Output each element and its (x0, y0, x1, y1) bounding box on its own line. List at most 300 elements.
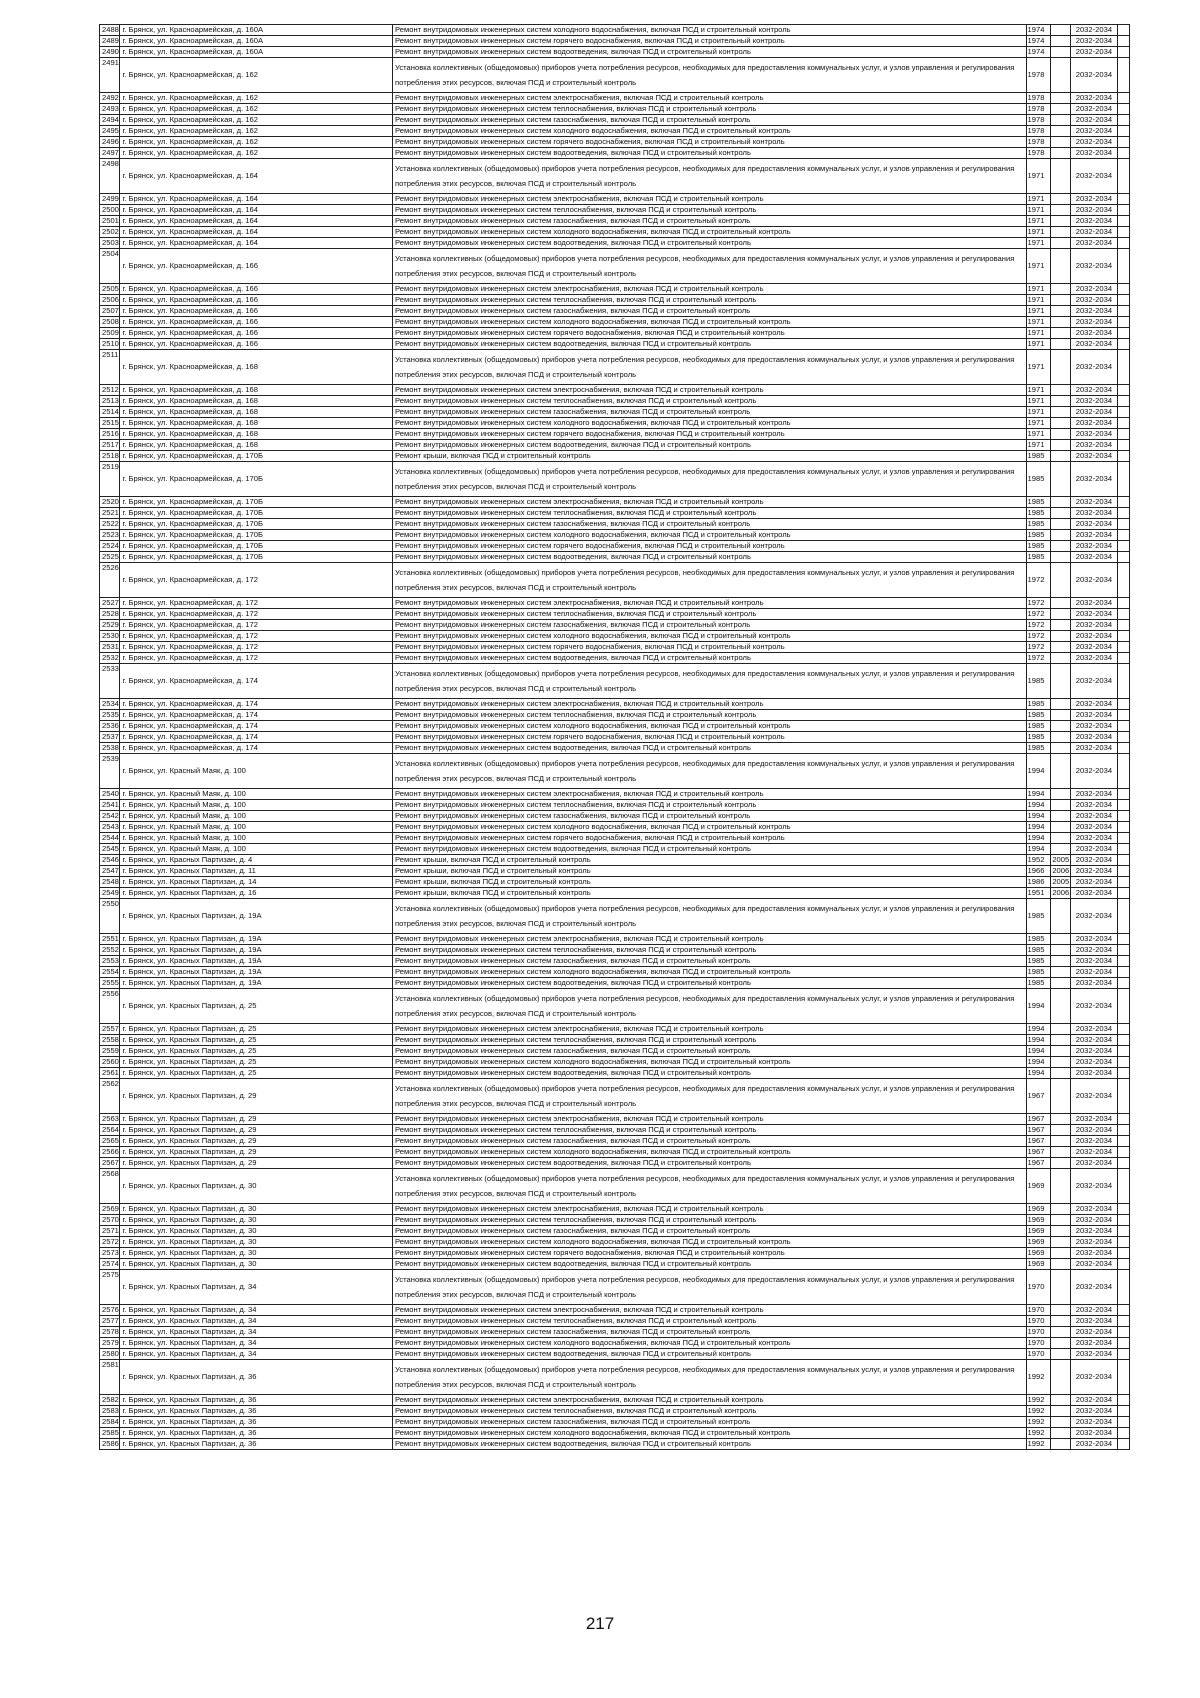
build-year-cell: 1985 (1026, 699, 1051, 710)
row-number-cell: 2581 (100, 1360, 120, 1395)
build-year-cell: 1985 (1026, 967, 1051, 978)
planned-period-cell: 2032-2034 (1070, 1360, 1117, 1395)
work-type-cell: Ремонт внутридомовых инженерных систем электроснабжения, включая ПСД и строительный контроль (393, 789, 1027, 800)
planned-period-cell: 2032-2034 (1070, 844, 1117, 855)
address-cell: г. Брянск, ул. Красноармейская, д. 172 (120, 563, 393, 598)
empty-cell (1118, 25, 1130, 36)
work-type-cell: Ремонт внутридомовых инженерных систем газоснабжения, включая ПСД и строительный контроль (393, 1046, 1027, 1057)
empty-cell (1118, 967, 1130, 978)
repair-year-cell (1051, 978, 1070, 989)
work-type-cell: Установка коллективных (общедомовых) приборов учета потребления ресурсов, необходимых для предоставления коммунальных услуг, и узлов управления и регулирования потребления этих ресурсов, включая ПСД и строительный контроль (393, 899, 1027, 934)
empty-cell (1118, 1305, 1130, 1316)
planned-period-cell: 2032-2034 (1070, 1417, 1117, 1428)
row-number-cell: 2510 (100, 339, 120, 350)
planned-period-cell: 2032-2034 (1070, 1349, 1117, 1360)
row-number-cell: 2492 (100, 93, 120, 104)
address-cell: г. Брянск, ул. Красных Партизан, д. 11 (120, 866, 393, 877)
work-type-cell: Ремонт внутридомовых инженерных систем газоснабжения, включая ПСД и строительный контроль (393, 956, 1027, 967)
row-number-cell: 2515 (100, 418, 120, 429)
planned-period-cell: 2032-2034 (1070, 833, 1117, 844)
planned-period-cell: 2032-2034 (1070, 47, 1117, 58)
work-type-cell: Ремонт внутридомовых инженерных систем водоотведения, включая ПСД и строительный контроль (393, 844, 1027, 855)
table-row (100, 350, 1130, 385)
row-number-cell: 2493 (100, 104, 120, 115)
table-row (100, 631, 1130, 642)
planned-period-cell: 2032-2034 (1070, 396, 1117, 407)
row-number-cell: 2531 (100, 642, 120, 653)
planned-period-cell: 2032-2034 (1070, 1259, 1117, 1270)
build-year-cell: 1969 (1026, 1169, 1051, 1204)
work-type-cell: Ремонт внутридомовых инженерных систем холодного водоснабжения, включая ПСД и строительный контроль (393, 721, 1027, 732)
empty-cell (1118, 1360, 1130, 1395)
repair-year-cell (1051, 934, 1070, 945)
address-cell: г. Брянск, ул. Красноармейская, д. 174 (120, 743, 393, 754)
work-type-cell: Ремонт внутридомовых инженерных систем газоснабжения, включая ПСД и строительный контроль (393, 216, 1027, 227)
address-cell: г. Брянск, ул. Красноармейская, д. 170Б (120, 497, 393, 508)
row-number-cell: 2573 (100, 1248, 120, 1259)
repair-year-cell (1051, 631, 1070, 642)
row-number-cell: 2522 (100, 519, 120, 530)
empty-cell (1118, 1057, 1130, 1068)
table-row (100, 115, 1130, 126)
planned-period-cell: 2032-2034 (1070, 530, 1117, 541)
work-type-cell: Ремонт внутридомовых инженерных систем газоснабжения, включая ПСД и строительный контроль (393, 407, 1027, 418)
build-year-cell: 1971 (1026, 328, 1051, 339)
row-number-cell: 2542 (100, 811, 120, 822)
empty-cell (1118, 1417, 1130, 1428)
empty-cell (1118, 1349, 1130, 1360)
empty-cell (1118, 497, 1130, 508)
address-cell: г. Брянск, ул. Красноармейская, д. 166 (120, 317, 393, 328)
build-year-cell: 1978 (1026, 104, 1051, 115)
table-row (100, 653, 1130, 664)
address-cell: г. Брянск, ул. Красноармейская, д. 170Б (120, 462, 393, 497)
row-number-cell: 2559 (100, 1046, 120, 1057)
planned-period-cell: 2032-2034 (1070, 519, 1117, 530)
address-cell: г. Брянск, ул. Красных Партизан, д. 25 (120, 1035, 393, 1046)
empty-cell (1118, 1125, 1130, 1136)
work-type-cell: Ремонт внутридомовых инженерных систем водоотведения, включая ПСД и строительный контроль (393, 1068, 1027, 1079)
row-number-cell: 2511 (100, 350, 120, 385)
build-year-cell: 1972 (1026, 620, 1051, 631)
build-year-cell: 1985 (1026, 451, 1051, 462)
empty-cell (1118, 47, 1130, 58)
address-cell: г. Брянск, ул. Красных Партизан, д. 29 (120, 1136, 393, 1147)
planned-period-cell: 2032-2034 (1070, 58, 1117, 93)
table-row (100, 1259, 1130, 1270)
empty-cell (1118, 519, 1130, 530)
table-row (100, 104, 1130, 115)
table-row (100, 159, 1130, 194)
address-cell: г. Брянск, ул. Красных Партизан, д. 30 (120, 1226, 393, 1237)
build-year-cell: 1971 (1026, 216, 1051, 227)
repair-year-cell (1051, 462, 1070, 497)
table-row (100, 866, 1130, 877)
repair-year-cell (1051, 1305, 1070, 1316)
work-type-cell: Ремонт внутридомовых инженерных систем газоснабжения, включая ПСД и строительный контроль (393, 1136, 1027, 1147)
row-number-cell: 2569 (100, 1204, 120, 1215)
empty-cell (1118, 1248, 1130, 1259)
address-cell: г. Брянск, ул. Красных Партизан, д. 19А (120, 978, 393, 989)
build-year-cell: 1970 (1026, 1305, 1051, 1316)
planned-period-cell: 2032-2034 (1070, 1316, 1117, 1327)
empty-cell (1118, 249, 1130, 284)
planned-period-cell: 2032-2034 (1070, 227, 1117, 238)
table-row (100, 609, 1130, 620)
planned-period-cell: 2032-2034 (1070, 385, 1117, 396)
table-row (100, 58, 1130, 93)
address-cell: г. Брянск, ул. Красноармейская, д. 160А (120, 47, 393, 58)
row-number-cell: 2576 (100, 1305, 120, 1316)
table-row (100, 407, 1130, 418)
empty-cell (1118, 1259, 1130, 1270)
work-type-cell: Ремонт внутридомовых инженерных систем теплоснабжения, включая ПСД и строительный контроль (393, 396, 1027, 407)
empty-cell (1118, 899, 1130, 934)
work-type-cell: Ремонт внутридомовых инженерных систем водоотведения, включая ПСД и строительный контроль (393, 653, 1027, 664)
address-cell: г. Брянск, ул. Красноармейская, д. 162 (120, 148, 393, 159)
table-row (100, 1158, 1130, 1169)
build-year-cell: 1994 (1026, 754, 1051, 789)
table-row (100, 205, 1130, 216)
row-number-cell: 2516 (100, 429, 120, 440)
empty-cell (1118, 934, 1130, 945)
build-year-cell: 1971 (1026, 238, 1051, 249)
repair-year-cell (1051, 1125, 1070, 1136)
empty-cell (1118, 598, 1130, 609)
empty-cell (1118, 945, 1130, 956)
build-year-cell: 1972 (1026, 653, 1051, 664)
planned-period-cell: 2032-2034 (1070, 956, 1117, 967)
address-cell: г. Брянск, ул. Красный Маяк, д. 100 (120, 822, 393, 833)
empty-cell (1118, 1226, 1130, 1237)
table-row (100, 137, 1130, 148)
repair-year-cell (1051, 1417, 1070, 1428)
address-cell: г. Брянск, ул. Красных Партизан, д. 16 (120, 888, 393, 899)
build-year-cell: 1971 (1026, 227, 1051, 238)
address-cell: г. Брянск, ул. Красных Партизан, д. 30 (120, 1204, 393, 1215)
address-cell: г. Брянск, ул. Красноармейская, д. 170Б (120, 519, 393, 530)
row-number-cell: 2554 (100, 967, 120, 978)
empty-cell (1118, 227, 1130, 238)
row-number-cell: 2539 (100, 754, 120, 789)
empty-cell (1118, 1147, 1130, 1158)
table-row (100, 967, 1130, 978)
address-cell: г. Брянск, ул. Красноармейская, д. 172 (120, 598, 393, 609)
table-row (100, 1079, 1130, 1114)
address-cell: г. Брянск, ул. Красных Партизан, д. 19А (120, 899, 393, 934)
empty-cell (1118, 396, 1130, 407)
row-number-cell: 2561 (100, 1068, 120, 1079)
row-number-cell: 2513 (100, 396, 120, 407)
table-row (100, 396, 1130, 407)
row-number-cell: 2512 (100, 385, 120, 396)
address-cell: г. Брянск, ул. Красных Партизан, д. 14 (120, 877, 393, 888)
planned-period-cell: 2032-2034 (1070, 1237, 1117, 1248)
build-year-cell: 1971 (1026, 249, 1051, 284)
address-cell: г. Брянск, ул. Красноармейская, д. 174 (120, 710, 393, 721)
table-row (100, 1136, 1130, 1147)
build-year-cell: 1985 (1026, 519, 1051, 530)
work-type-cell: Ремонт внутридомовых инженерных систем электроснабжения, включая ПСД и строительный контроль (393, 194, 1027, 205)
repair-year-cell (1051, 844, 1070, 855)
repair-year-cell (1051, 1204, 1070, 1215)
row-number-cell: 2529 (100, 620, 120, 631)
address-cell: г. Брянск, ул. Красных Партизан, д. 19А (120, 934, 393, 945)
empty-cell (1118, 148, 1130, 159)
build-year-cell: 1978 (1026, 115, 1051, 126)
address-cell: г. Брянск, ул. Красный Маяк, д. 100 (120, 811, 393, 822)
row-number-cell: 2564 (100, 1125, 120, 1136)
table-row (100, 418, 1130, 429)
work-type-cell: Ремонт внутридомовых инженерных систем водоотведения, включая ПСД и строительный контроль (393, 1158, 1027, 1169)
repair-year-cell (1051, 306, 1070, 317)
planned-period-cell: 2032-2034 (1070, 339, 1117, 350)
repair-year-cell (1051, 1349, 1070, 1360)
repair-year-cell (1051, 58, 1070, 93)
build-year-cell: 1985 (1026, 899, 1051, 934)
repair-year-cell (1051, 451, 1070, 462)
empty-cell (1118, 743, 1130, 754)
table-row (100, 1360, 1130, 1395)
work-type-cell: Установка коллективных (общедомовых) приборов учета потребления ресурсов, необходимых для предоставления коммунальных услуг, и узлов управления и регулирования потребления этих ресурсов, включая ПСД и строительный контроль (393, 989, 1027, 1024)
row-number-cell: 2536 (100, 721, 120, 732)
work-type-cell: Ремонт внутридомовых инженерных систем электроснабжения, включая ПСД и строительный контроль (393, 284, 1027, 295)
address-cell: г. Брянск, ул. Красных Партизан, д. 30 (120, 1169, 393, 1204)
capital-repair-table (99, 24, 1130, 1450)
repair-year-cell (1051, 1428, 1070, 1439)
work-type-cell: Ремонт крыши, включая ПСД и строительный контроль (393, 451, 1027, 462)
empty-cell (1118, 800, 1130, 811)
row-number-cell: 2568 (100, 1169, 120, 1204)
planned-period-cell: 2032-2034 (1070, 148, 1117, 159)
repair-year-cell (1051, 620, 1070, 631)
work-type-cell: Ремонт внутридомовых инженерных систем теплоснабжения, включая ПСД и строительный контроль (393, 205, 1027, 216)
build-year-cell: 1994 (1026, 1057, 1051, 1068)
repair-year-cell (1051, 216, 1070, 227)
address-cell: г. Брянск, ул. Красных Партизан, д. 30 (120, 1215, 393, 1226)
table-row (100, 462, 1130, 497)
build-year-cell: 1985 (1026, 956, 1051, 967)
table-row (100, 877, 1130, 888)
planned-period-cell: 2032-2034 (1070, 104, 1117, 115)
address-cell: г. Брянск, ул. Красных Партизан, д. 29 (120, 1114, 393, 1125)
planned-period-cell: 2032-2034 (1070, 115, 1117, 126)
empty-cell (1118, 1338, 1130, 1349)
row-number-cell: 2508 (100, 317, 120, 328)
repair-year-cell (1051, 1079, 1070, 1114)
row-number-cell: 2533 (100, 664, 120, 699)
empty-cell (1118, 721, 1130, 732)
repair-year-cell (1051, 508, 1070, 519)
table-row (100, 328, 1130, 339)
empty-cell (1118, 642, 1130, 653)
table-row (100, 1417, 1130, 1428)
work-type-cell: Ремонт внутридомовых инженерных систем теплоснабжения, включая ПСД и строительный контроль (393, 800, 1027, 811)
work-type-cell: Ремонт внутридомовых инженерных систем холодного водоснабжения, включая ПСД и строительный контроль (393, 1237, 1027, 1248)
table-row (100, 1035, 1130, 1046)
build-year-cell: 1967 (1026, 1147, 1051, 1158)
row-number-cell: 2496 (100, 137, 120, 148)
work-type-cell: Установка коллективных (общедомовых) приборов учета потребления ресурсов, необходимых для предоставления коммунальных услуг, и узлов управления и регулирования потребления этих ресурсов, включая ПСД и строительный контроль (393, 1079, 1027, 1114)
row-number-cell: 2553 (100, 956, 120, 967)
empty-cell (1118, 385, 1130, 396)
row-number-cell: 2525 (100, 552, 120, 563)
table-row (100, 1305, 1130, 1316)
planned-period-cell: 2032-2034 (1070, 620, 1117, 631)
empty-cell (1118, 1270, 1130, 1305)
address-cell: г. Брянск, ул. Красных Партизан, д. 19А (120, 967, 393, 978)
build-year-cell: 1971 (1026, 429, 1051, 440)
planned-period-cell: 2032-2034 (1070, 1439, 1117, 1450)
work-type-cell: Ремонт внутридомовых инженерных систем горячего водоснабжения, включая ПСД и строительный контроль (393, 642, 1027, 653)
planned-period-cell: 2032-2034 (1070, 429, 1117, 440)
planned-period-cell: 2032-2034 (1070, 541, 1117, 552)
repair-year-cell (1051, 800, 1070, 811)
work-type-cell: Ремонт внутридомовых инженерных систем холодного водоснабжения, включая ПСД и строительный контроль (393, 25, 1027, 36)
empty-cell (1118, 1024, 1130, 1035)
empty-cell (1118, 216, 1130, 227)
table-row (100, 1406, 1130, 1417)
address-cell: г. Брянск, ул. Красноармейская, д. 162 (120, 58, 393, 93)
repair-year-cell (1051, 1147, 1070, 1158)
build-year-cell: 1969 (1026, 1226, 1051, 1237)
planned-period-cell: 2032-2034 (1070, 822, 1117, 833)
address-cell: г. Брянск, ул. Красных Партизан, д. 34 (120, 1316, 393, 1327)
work-type-cell: Ремонт внутридомовых инженерных систем электроснабжения, включая ПСД и строительный контроль (393, 385, 1027, 396)
empty-cell (1118, 1237, 1130, 1248)
address-cell: г. Брянск, ул. Красных Партизан, д. 25 (120, 1068, 393, 1079)
planned-period-cell: 2032-2034 (1070, 1428, 1117, 1439)
build-year-cell: 1967 (1026, 1158, 1051, 1169)
build-year-cell: 1974 (1026, 36, 1051, 47)
build-year-cell: 1985 (1026, 721, 1051, 732)
table-row (100, 227, 1130, 238)
work-type-cell: Установка коллективных (общедомовых) приборов учета потребления ресурсов, необходимых для предоставления коммунальных услуг, и узлов управления и регулирования потребления этих ресурсов, включая ПСД и строительный контроль (393, 664, 1027, 699)
planned-period-cell: 2032-2034 (1070, 866, 1117, 877)
repair-year-cell (1051, 754, 1070, 789)
table-row (100, 148, 1130, 159)
row-number-cell: 2506 (100, 295, 120, 306)
address-cell: г. Брянск, ул. Красноармейская, д. 166 (120, 295, 393, 306)
repair-year-cell (1051, 989, 1070, 1024)
address-cell: г. Брянск, ул. Красных Партизан, д. 29 (120, 1079, 393, 1114)
empty-cell (1118, 1316, 1130, 1327)
address-cell: г. Брянск, ул. Красных Партизан, д. 34 (120, 1327, 393, 1338)
address-cell: г. Брянск, ул. Красноармейская, д. 162 (120, 93, 393, 104)
build-year-cell: 1971 (1026, 306, 1051, 317)
table-row (100, 339, 1130, 350)
planned-period-cell: 2032-2034 (1070, 877, 1117, 888)
table-row (100, 1270, 1130, 1305)
build-year-cell: 1985 (1026, 732, 1051, 743)
planned-period-cell: 2032-2034 (1070, 1079, 1117, 1114)
empty-cell (1118, 440, 1130, 451)
row-number-cell: 2550 (100, 899, 120, 934)
address-cell: г. Брянск, ул. Красноармейская, д. 172 (120, 609, 393, 620)
planned-period-cell: 2032-2034 (1070, 1169, 1117, 1204)
address-cell: г. Брянск, ул. Красноармейская, д. 170Б (120, 541, 393, 552)
build-year-cell: 1970 (1026, 1316, 1051, 1327)
repair-year-cell (1051, 284, 1070, 295)
address-cell: г. Брянск, ул. Красноармейская, д. 172 (120, 620, 393, 631)
empty-cell (1118, 1114, 1130, 1125)
work-type-cell: Ремонт внутридомовых инженерных систем холодного водоснабжения, включая ПСД и строительный контроль (393, 227, 1027, 238)
empty-cell (1118, 989, 1130, 1024)
planned-period-cell: 2032-2034 (1070, 642, 1117, 653)
empty-cell (1118, 811, 1130, 822)
repair-year-cell (1051, 699, 1070, 710)
empty-cell (1118, 36, 1130, 47)
build-year-cell: 1967 (1026, 1125, 1051, 1136)
repair-year-cell (1051, 1439, 1070, 1450)
work-type-cell: Ремонт внутридомовых инженерных систем холодного водоснабжения, включая ПСД и строительный контроль (393, 530, 1027, 541)
empty-cell (1118, 1136, 1130, 1147)
work-type-cell: Ремонт внутридомовых инженерных систем холодного водоснабжения, включая ПСД и строительный контроль (393, 631, 1027, 642)
repair-year-cell (1051, 148, 1070, 159)
address-cell: г. Брянск, ул. Красноармейская, д. 172 (120, 642, 393, 653)
planned-period-cell: 2032-2034 (1070, 789, 1117, 800)
empty-cell (1118, 1204, 1130, 1215)
row-number-cell: 2502 (100, 227, 120, 238)
table-row (100, 789, 1130, 800)
table-row (100, 732, 1130, 743)
table-row (100, 721, 1130, 732)
row-number-cell: 2551 (100, 934, 120, 945)
build-year-cell: 1969 (1026, 1215, 1051, 1226)
work-type-cell: Ремонт внутридомовых инженерных систем водоотведения, включая ПСД и строительный контроль (393, 1349, 1027, 1360)
work-type-cell: Ремонт внутридомовых инженерных систем горячего водоснабжения, включая ПСД и строительный контроль (393, 137, 1027, 148)
build-year-cell: 1985 (1026, 934, 1051, 945)
work-type-cell: Ремонт крыши, включая ПСД и строительный контроль (393, 877, 1027, 888)
row-number-cell: 2521 (100, 508, 120, 519)
planned-period-cell: 2032-2034 (1070, 1270, 1117, 1305)
row-number-cell: 2586 (100, 1439, 120, 1450)
work-type-cell: Ремонт внутридомовых инженерных систем газоснабжения, включая ПСД и строительный контроль (393, 620, 1027, 631)
build-year-cell: 1971 (1026, 385, 1051, 396)
build-year-cell: 1985 (1026, 710, 1051, 721)
row-number-cell: 2503 (100, 238, 120, 249)
work-type-cell: Ремонт внутридомовых инженерных систем теплоснабжения, включая ПСД и строительный контроль (393, 710, 1027, 721)
row-number-cell: 2567 (100, 1158, 120, 1169)
empty-cell (1118, 732, 1130, 743)
work-type-cell: Ремонт внутридомовых инженерных систем водоотведения, включая ПСД и строительный контроль (393, 148, 1027, 159)
planned-period-cell: 2032-2034 (1070, 1057, 1117, 1068)
repair-year-cell (1051, 1338, 1070, 1349)
build-year-cell: 1971 (1026, 396, 1051, 407)
repair-year-cell (1051, 238, 1070, 249)
empty-cell (1118, 631, 1130, 642)
repair-year-cell (1051, 1316, 1070, 1327)
address-cell: г. Брянск, ул. Красных Партизан, д. 29 (120, 1147, 393, 1158)
work-type-cell: Ремонт внутридомовых инженерных систем теплоснабжения, включая ПСД и строительный контроль (393, 295, 1027, 306)
row-number-cell: 2575 (100, 1270, 120, 1305)
repair-year-cell (1051, 339, 1070, 350)
repair-year-cell (1051, 440, 1070, 451)
work-type-cell: Ремонт крыши, включая ПСД и строительный контроль (393, 855, 1027, 866)
repair-year-cell (1051, 1136, 1070, 1147)
planned-period-cell: 2032-2034 (1070, 1305, 1117, 1316)
planned-period-cell: 2032-2034 (1070, 1147, 1117, 1158)
address-cell: г. Брянск, ул. Красноармейская, д. 166 (120, 284, 393, 295)
repair-year-cell (1051, 317, 1070, 328)
row-number-cell: 2495 (100, 126, 120, 137)
build-year-cell: 1978 (1026, 93, 1051, 104)
work-type-cell: Установка коллективных (общедомовых) приборов учета потребления ресурсов, необходимых для предоставления коммунальных услуг, и узлов управления и регулирования потребления этих ресурсов, включая ПСД и строительный контроль (393, 58, 1027, 93)
address-cell: г. Брянск, ул. Красных Партизан, д. 36 (120, 1417, 393, 1428)
table-row (100, 508, 1130, 519)
build-year-cell: 1978 (1026, 58, 1051, 93)
repair-year-cell (1051, 664, 1070, 699)
